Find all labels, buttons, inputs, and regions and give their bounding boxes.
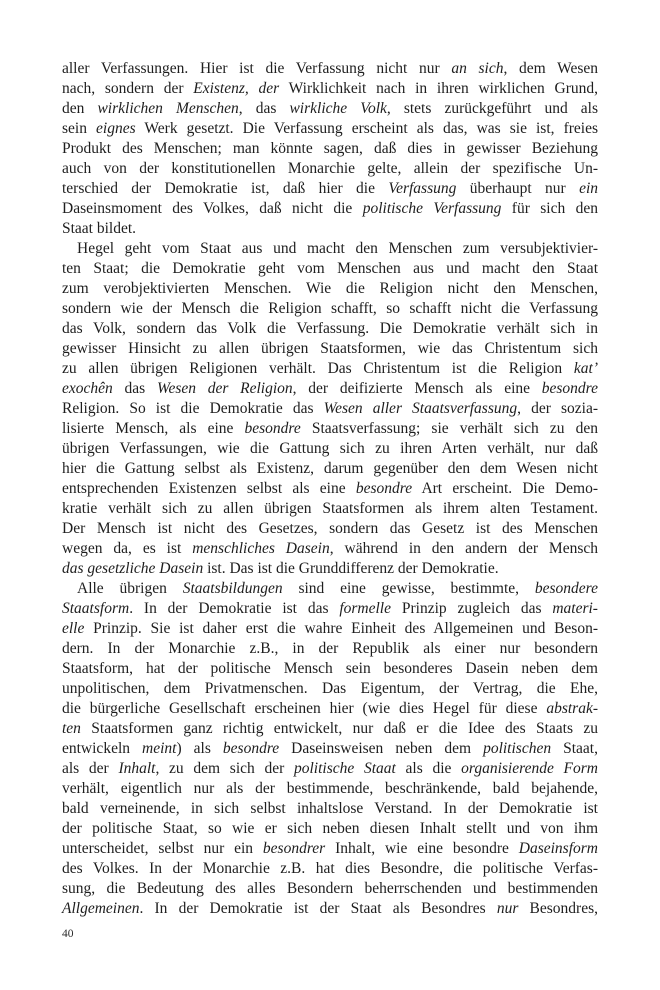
text-run: unpolitischen, dem Privatmenschen. Das Eigentum, der Vertrag, die Ehe, — [62, 680, 598, 697]
italic-run: materi- — [552, 600, 598, 617]
text-line — [62, 519, 598, 539]
italic-run: Verfassung — [388, 180, 457, 197]
italic-run: elle — [62, 620, 85, 637]
text-line — [62, 199, 598, 219]
text-run: Religion. So ist die Demokratie das — [62, 400, 324, 417]
text-line — [62, 299, 598, 319]
italic-run: abstrak- — [546, 700, 598, 717]
text-line — [62, 339, 598, 359]
text-line — [62, 259, 598, 279]
text-line — [62, 639, 598, 659]
text-run: Prinzip zugleich das — [391, 600, 553, 617]
italic-run: politischen — [483, 740, 552, 757]
text-run: sondern wie der Mensch die Religion schafft, so schafft nicht die Verfassung — [62, 300, 598, 317]
italic-run: politische Staat — [293, 760, 396, 777]
text-line — [62, 679, 598, 699]
text-line — [62, 479, 598, 499]
text-run: Staatsform, hat der politische Mensch sein besonderes Dasein neben dem — [62, 660, 598, 677]
italic-run: besondere — [534, 580, 598, 597]
text-run: sein — [62, 120, 97, 137]
text-line — [62, 179, 598, 199]
page-number: 40 — [62, 928, 74, 940]
text-run: Prinzip. Sie ist daher erst die wahre Einheit des Allgemeinen und Beson- — [84, 620, 598, 637]
italic-run: organisierende Form — [461, 760, 598, 777]
italic-run: Staatsform — [62, 600, 130, 617]
text-run: Staatsformen ganz richtig entwickelt, nur daß er die Idee des Staats zu — [80, 720, 598, 737]
text-line — [62, 119, 598, 139]
text-line — [62, 159, 598, 179]
text-run: entsprechenden Existenzen selbst als eine — [62, 480, 356, 497]
text-run: . In der Demokratie ist das — [129, 600, 340, 617]
text-run: zum verobjektivierten Menschen. Wie die Religion nicht den Menschen, — [62, 280, 598, 297]
text-run: Hegel geht vom Staat aus und macht den Menschen zum versubjektivier- — [77, 240, 598, 257]
text-line — [62, 719, 598, 739]
text-line — [62, 359, 598, 379]
text-run: überhaupt nur — [456, 180, 580, 197]
text-run: Art erscheint. Die Demo- — [412, 480, 598, 497]
text-run: gewisser Hinsicht zu allen übrigen Staatsformen, wie das Christentum sich — [62, 340, 598, 357]
text-run: entwickeln — [62, 740, 143, 757]
text-run: , zu dem sich der — [155, 760, 294, 777]
text-run: wegen da, es ist — [62, 540, 193, 557]
italic-run: eignes — [96, 120, 136, 137]
text-line — [62, 99, 598, 119]
text-run: nach, sondern der — [62, 80, 194, 97]
italic-run: ten — [62, 720, 81, 737]
text-run: unterscheidet, selbst nur ein — [62, 840, 263, 857]
text-run: , der sozia- — [517, 400, 598, 417]
text-run: des Volkes. In der Monarchie z.B. hat dies Besondre, die politische Verfas- — [62, 860, 598, 877]
italic-run: besondre — [541, 380, 599, 397]
text-line — [62, 139, 598, 159]
text-run: , während in den andern der Mensch — [329, 540, 598, 557]
text-line — [62, 219, 598, 239]
text-line — [62, 399, 598, 419]
italic-run: besondre — [222, 740, 280, 757]
text-line — [62, 859, 598, 879]
text-line — [62, 759, 598, 779]
text-run: . In der Demokratie ist der Staat als Besondres — [139, 900, 497, 917]
text-run: , stets zurückgeführt und als — [386, 100, 598, 117]
text-run: Wirklichkeit nach in ihren wirklichen Grund, — [279, 80, 598, 97]
italic-run: formelle — [339, 600, 391, 617]
text-line — [62, 659, 598, 679]
text-run: ) als — [176, 740, 223, 757]
text-run: hier die Gattung selbst als Existenz, darum gegenüber den dem Wesen nicht — [62, 460, 598, 477]
text-line — [62, 239, 598, 259]
text-run: ten Staat; die Demokratie geht vom Menschen aus und macht den Staat — [62, 260, 598, 277]
text-run: das Volk, sondern das Volk die Verfassung. Die Demokratie verhält sich in — [62, 320, 598, 337]
text-line — [62, 839, 598, 859]
text-run: Daseinsmoment des Volkes, daß nicht die — [62, 200, 363, 217]
text-line — [62, 319, 598, 339]
text-run: Der Mensch ist nicht des Gesetzes, sondern das Gesetz ist des Menschen — [62, 520, 598, 537]
italic-run: exochên — [62, 380, 113, 397]
italic-run: nur — [496, 900, 519, 917]
text-line — [62, 599, 598, 619]
text-run: kratie verhält sich zu allen übrigen Staatsformen als ihrem alten Testament. — [62, 500, 598, 517]
text-line — [62, 779, 598, 799]
text-line — [62, 59, 598, 79]
italic-run: Wesen aller Staatsverfassung — [323, 400, 518, 417]
italic-run: kat’ — [573, 360, 598, 377]
text-run: Besondres, — [518, 900, 598, 917]
italic-run: Inhalt — [118, 760, 156, 777]
italic-run: besondre — [244, 420, 301, 437]
text-run: für sich den — [501, 200, 598, 217]
text-run: als die — [395, 760, 462, 777]
text-run: terschied der Demokratie ist, daß hier die — [62, 180, 389, 197]
text-line — [62, 439, 598, 459]
text-run: lisierte Mensch, als eine — [62, 420, 245, 437]
italic-run: ein — [579, 180, 598, 197]
text-run: den — [62, 100, 98, 117]
italic-run: Allgemeinen — [62, 900, 140, 917]
italic-run: menschliches Dasein — [192, 540, 330, 557]
text-run: Daseinsweisen neben dem — [279, 740, 484, 757]
text-line — [62, 879, 598, 899]
text-run: Staatsverfassung; sie verhält sich zu den — [300, 420, 598, 437]
italic-run: Daseinsform — [518, 840, 598, 857]
text-line — [62, 899, 598, 919]
text-run: die bürgerliche Gesellschaft erscheinen hier (wie dies Hegel für diese — [62, 700, 547, 717]
text-run: als der — [62, 760, 119, 777]
text-run: der politische Staat, so wie er sich neben diesen Inhalt stellt und von ihm — [62, 820, 598, 837]
text-run: das — [112, 380, 157, 397]
italic-run: besondrer — [262, 840, 326, 857]
italic-run: Wesen der Religion — [156, 380, 293, 397]
text-run: Staat bildet. — [62, 220, 137, 237]
italic-run: wirklichen Menschen — [97, 100, 239, 117]
text-line — [62, 579, 598, 599]
text-line — [62, 559, 598, 579]
text-line — [62, 459, 598, 479]
text-run: sung, die Bedeutung des alles Besondern beherrschenden und bestimmenden — [62, 880, 598, 897]
text-line — [62, 539, 598, 559]
text-run: , dem Wesen — [503, 60, 599, 77]
italic-run: Existenz, der — [193, 80, 280, 97]
text-run: , der deifizierte Mensch als eine — [292, 380, 542, 397]
text-run: Werk gesetzt. Die Verfassung erscheint als das, was sie ist, freies — [135, 120, 599, 137]
text-run: dern. In der Monarchie z.B., in der Republik als einer nur besondern — [62, 640, 598, 657]
text-line — [62, 499, 598, 519]
text-block — [62, 59, 598, 919]
text-line — [62, 419, 598, 439]
italic-run: Staatsbildungen — [182, 580, 283, 597]
text-run: ist. Das ist die Grunddifferenz der Demokratie. — [203, 560, 499, 577]
italic-run: besondre — [355, 480, 413, 497]
text-line — [62, 699, 598, 719]
text-line — [62, 79, 598, 99]
text-line — [62, 619, 598, 639]
italic-run: meint — [142, 740, 177, 757]
italic-run: politische Verfassung — [362, 200, 502, 217]
text-run: bald verneinende, in sich selbst inhaltslose Verstand. In der Demokratie ist — [62, 800, 598, 817]
text-run: übrigen Verfassungen, wie die Gattung sich zu ihren Arten verhält, nur daß — [62, 440, 598, 457]
text-line — [62, 379, 598, 399]
text-line — [62, 799, 598, 819]
italic-run: an sich — [451, 60, 504, 77]
text-run: Staat, — [551, 740, 598, 757]
text-line — [62, 739, 598, 759]
italic-run: wirkliche Volk — [289, 100, 387, 117]
text-line — [62, 819, 598, 839]
text-run: auch von der konstitutionellen Monarchie gelte, allein der spezifische Un- — [62, 160, 598, 177]
text-run: sind eine gewisse, bestimmte, — [282, 580, 535, 597]
text-run: Inhalt, wie eine besondre — [325, 840, 519, 857]
text-run: aller Verfassungen. Hier ist die Verfassung nicht nur — [62, 60, 452, 77]
text-run: verhält, eigentlich nur als der bestimmende, beschränkende, bald bejahende, — [62, 780, 598, 797]
text-run: Produkt des Menschen; man könnte sagen, daß dies in gewisser Beziehung — [62, 140, 598, 157]
text-run: zu allen übrigen Religionen verhält. Das Christentum ist die Religion — [62, 360, 574, 377]
text-run: Alle übrigen — [77, 580, 183, 597]
text-line — [62, 279, 598, 299]
text-run: , das — [238, 100, 290, 117]
italic-run: das gesetzliche Dasein — [62, 560, 204, 577]
